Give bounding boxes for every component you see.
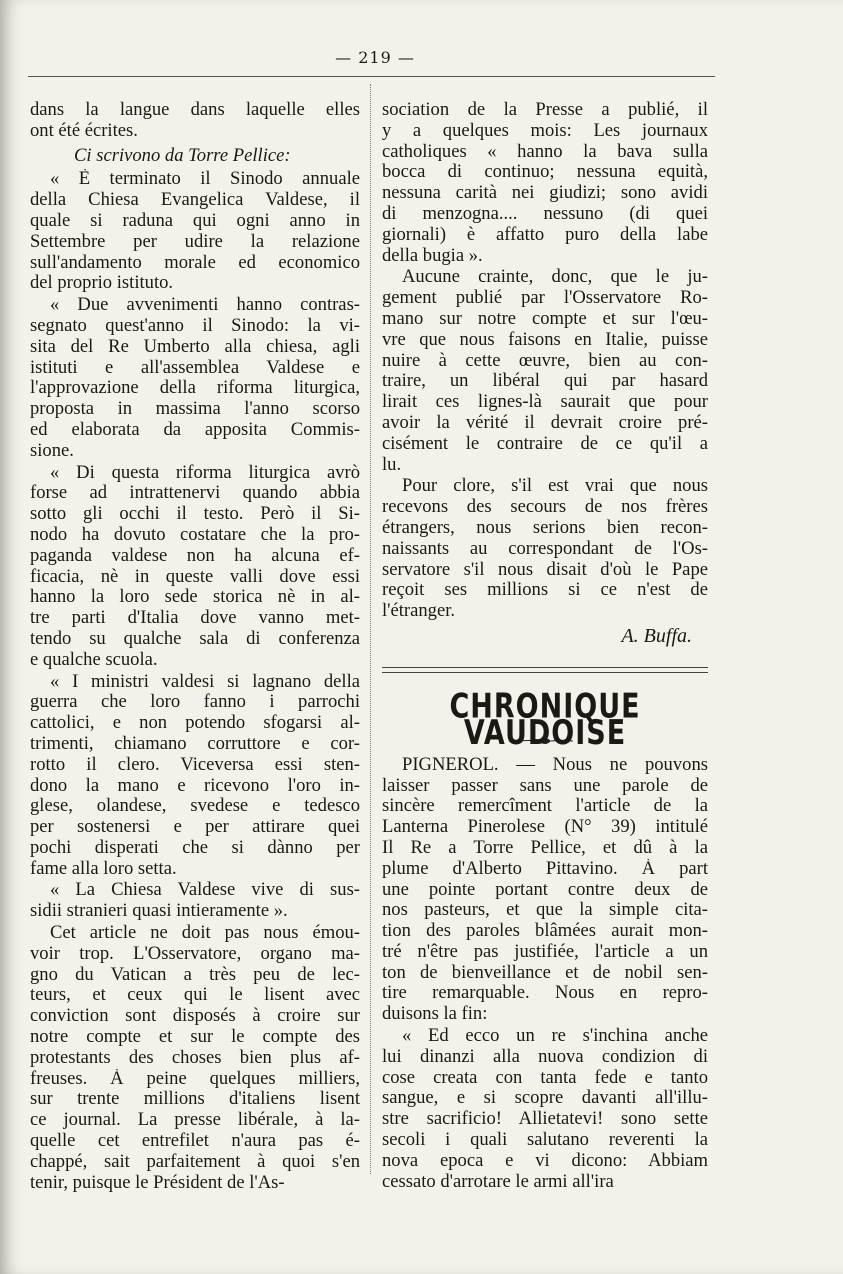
text-line: conviction sont disposés à croire sur [30, 1006, 360, 1027]
text-line: protestants des choses bien plus af- [30, 1047, 360, 1068]
text-line: servatore s'il nous disait d'où le Pape [382, 559, 708, 580]
text-line: giornali) è affatto puro della labe [382, 224, 708, 245]
text-line: nova epoca e vi dicono: Abbiam [382, 1150, 708, 1171]
text-line: sur trente millions d'italiens lisent [30, 1089, 360, 1110]
paragraph [382, 1026, 708, 1192]
text-line: sull'andamento morale ed economico [30, 252, 360, 273]
paragraph [30, 463, 360, 671]
text-line: tion des paroles blâmées aurait mon- [382, 921, 708, 942]
text-line: Lanterna Pinerolese (N° 39) intitulé [382, 817, 708, 838]
text-line: PIGNEROL. — Nous ne pouvons [402, 754, 708, 775]
paragraph [382, 755, 708, 1025]
text-line: stre sacrificio! Allietatevi! sono sette [382, 1109, 708, 1130]
text-line: ton de bienveillance et de nobil sen- [382, 962, 708, 983]
text-line: voir trop. L'Osservatore, organo ma- [30, 943, 360, 964]
text-line: Settembre per udire la relazione [30, 231, 360, 252]
text-line: laisser passer sans une parole de [382, 775, 708, 796]
paragraph [382, 100, 708, 266]
text-line: sita del Re Umberto alla chiesa, agli [30, 336, 360, 357]
text-line: nuire à cette œuvre, bien au con- [382, 350, 708, 371]
paragraph [382, 267, 708, 475]
text-line: pochi disperati che si dànno per [30, 837, 360, 858]
text-line: di menzogna.... nessuno (di quei [382, 203, 708, 224]
section-heading: Ci scrivono da Torre Pellice: [74, 144, 291, 166]
text-line: per sostenersi e per attirare quei [30, 817, 360, 838]
text-line: sangue, e si scopre davanti all'illu- [382, 1088, 708, 1109]
text-line: catholiques « hanno la bava sulla [382, 141, 708, 162]
text-line: une pointe portant contre deux de [382, 879, 708, 900]
text-line: Pour clore, s'il est vrai que nous [402, 476, 708, 497]
text-line: istituti e all'assemblea Valdese e [30, 357, 360, 378]
text-line: « Due avvenimenti hanno contras- [50, 295, 360, 316]
section-title: CHRONIQUE VAUDOISE [449, 687, 641, 752]
text-line: della bugia ». [382, 244, 483, 266]
chronique-text [382, 755, 708, 1193]
left-column [30, 100, 360, 1194]
text-line: « Di questa riforma liturgica avrò [50, 462, 360, 483]
text-line: « Ed ecco un re s'inchina anche [402, 1026, 708, 1047]
text-line: l'approvazione della riforma liturgica, [30, 378, 360, 399]
text-line: y a quelques mois: Les journaux [382, 120, 708, 141]
text-line: tre parti d'Italia dove vanno met- [30, 608, 360, 629]
text-line: nessuna carità nei giudizi; sono avidi [382, 183, 708, 204]
text-line: quale si raduna qui ogni anno in [30, 210, 360, 231]
text-line: « I ministri valdesi si lagnano della [50, 671, 360, 692]
text-line: « La Chiesa Valdese vive di sus- [50, 880, 360, 901]
text-line: rotto il clero. Viceversa essi sten- [30, 754, 360, 775]
text-line: mano sur notre compte et sur l'œu- [382, 308, 708, 329]
text-line: paganda valdese non ha alcuna ef- [30, 545, 360, 566]
text-line: naissants au correspondant de l'Os- [382, 538, 708, 559]
text-line: lu. [382, 453, 402, 475]
text-line: segnato quest'anno il Sinodo: la vi- [30, 315, 360, 336]
text-line: gno du Vatican a très peu de lec- [30, 964, 360, 985]
text-line: proposta in massima l'anno scorso [30, 399, 360, 420]
text-line: tenir, puisque le Président de l'As- [30, 1171, 285, 1193]
text-line: sotto gli occhi il testo. Però il Si- [30, 504, 360, 525]
text-line: chappé, sait parfaitement à quoi s'en [30, 1151, 360, 1172]
header-rule [28, 76, 715, 77]
page-number: — 219 — [335, 48, 415, 67]
text-line: sociation de la Presse a publié, il [382, 100, 708, 120]
text-line: ont été écrites. [30, 119, 138, 141]
text-line: cattolici, e non potendo sfogarsi al- [30, 713, 360, 734]
text-line: nodo ha dovuto costatare che la pro- [30, 524, 360, 545]
text-line: dans la langue dans laquelle elles [30, 100, 360, 120]
text-line: l'étranger. [382, 600, 456, 622]
text-line: recevons des secours de nos frères [382, 497, 708, 518]
text-line: tendo su qualche sala di conferenza [30, 628, 360, 649]
paragraph [30, 169, 360, 294]
text-line: traire, un libéral qui par hasard [382, 371, 708, 392]
text-line: del proprio istituto. [30, 272, 174, 294]
text-line: reçoit ses millions si ce n'est de [382, 580, 708, 601]
signature: A. Buffa. [621, 624, 692, 647]
text-line: tré n'être pas justifiée, l'article a un [382, 941, 708, 962]
text-line: bocca di continuo; nessuna equità, [382, 162, 708, 183]
paragraph [30, 880, 360, 922]
text-line: duisons la fin: [382, 1003, 488, 1025]
text-line: teurs, et ceux qui le lisent avec [30, 985, 360, 1006]
text-line: forse ad intrattenervi quando abbia [30, 483, 360, 504]
text-line: tire remarquable. Nous en repro- [382, 983, 708, 1004]
text-line: étrangers, nous serions bien recon- [382, 517, 708, 538]
text-line: guerra che loro fanno i parrochi [30, 692, 360, 713]
text-line: freuses. À peine quelques milliers, [30, 1068, 360, 1089]
paragraph [30, 923, 360, 1193]
text-line: sincère remercîment l'article de la [382, 796, 708, 817]
text-line: « È terminato il Sinodo annuale [50, 169, 360, 190]
column-divider [370, 84, 371, 1174]
right-column [382, 100, 708, 1193]
text-line: nos pasteurs, et que la simple cita- [382, 900, 708, 921]
text-line: notre compte et sur le compte des [30, 1027, 360, 1048]
text-line: trimenti, chiamano corruttore e cor- [30, 733, 360, 754]
text-line: cisément le contraire de ce qu'il a [382, 433, 708, 454]
text-line: Il Re a Torre Pellice, et dû à la [382, 837, 708, 858]
text-line: hanno la loro sede storica nè in al- [30, 587, 360, 608]
text-line: sidii stranieri quasi intieramente ». [30, 900, 288, 922]
text-line: secoli i quali salutano reverenti la [382, 1130, 708, 1151]
text-line: Aucune crainte, donc, que le ju- [402, 267, 708, 288]
text-line: gement publié par l'Osservatore Ro- [382, 288, 708, 309]
text-line: ce journal. La presse libérale, à la- [30, 1110, 360, 1131]
text-line: quelle cet entrefilet n'aura pas é- [30, 1131, 360, 1152]
text-line: avoir la vérité il devrait croire pré- [382, 412, 708, 433]
text-line: plume d'Alberto Pittavino. À part [382, 858, 708, 879]
paragraph [382, 476, 708, 622]
right-column-text [382, 100, 708, 622]
text-line: lirait ces lignes-là saurait que pour [382, 392, 708, 413]
paragraph [30, 295, 360, 461]
text-line: fame alla loro setta. [30, 857, 177, 879]
text-line: dono la mano e ricevono l'oro in- [30, 775, 360, 796]
section-divider [382, 667, 708, 673]
text-line: ficacia, nè in queste valli dove essi [30, 566, 360, 587]
text-line: lui dinanzi alla nuova condizion di [382, 1046, 708, 1067]
text-line: cessato d'arrotare le armi all'ira [382, 1170, 614, 1192]
text-line: ed elaborata da apposita Commis- [30, 419, 360, 440]
text-line: cose creata con tanta fede e tanto [382, 1067, 708, 1088]
text-line: della Chiesa Evangelica Valdese, il [30, 190, 360, 211]
text-line: sione. [30, 439, 74, 461]
text-line: glese, olandese, svedese e tedesco [30, 796, 360, 817]
paragraph [30, 672, 360, 880]
text-line: Cet article ne doit pas nous émou- [50, 923, 360, 944]
text-line: e qualche scuola. [30, 648, 158, 670]
paragraph [30, 100, 360, 142]
text-line: vre que nous faisons en Italie, puisse [382, 329, 708, 350]
